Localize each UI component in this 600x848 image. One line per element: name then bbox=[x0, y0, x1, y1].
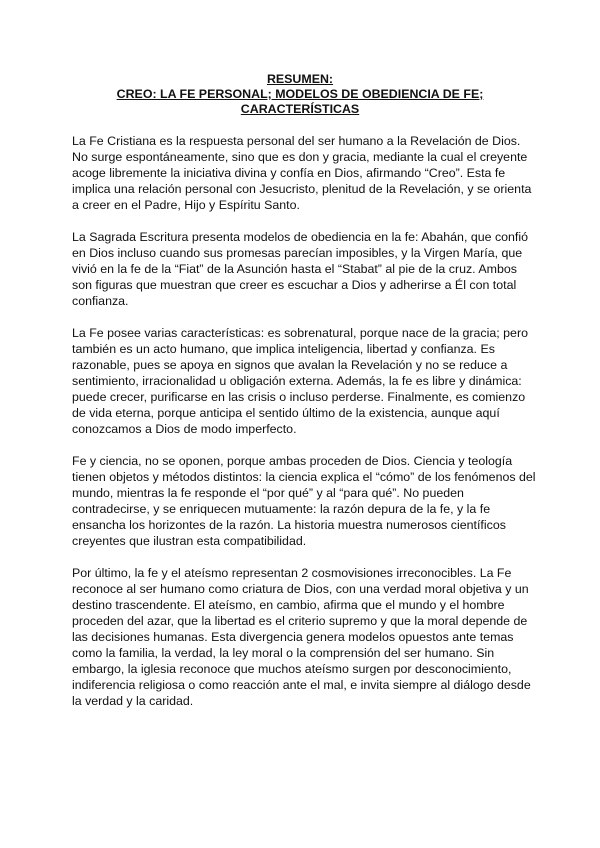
text-line: indiferencia religiosa o como reacción ante el mal, e invita siempre al diálogo desde bbox=[72, 678, 531, 692]
paragraph-modelos-obediencia bbox=[72, 229, 530, 309]
paragraph-fe-y-ciencia bbox=[72, 453, 536, 549]
title-line: RESUMEN: bbox=[266, 72, 334, 86]
text-line: reconoce al ser humano como criatura de Dios, con una verdad moral objetiva y un bbox=[72, 582, 529, 596]
text-line: vivió en la fe de la “Fiat” de la Asunción hasta el “Stabat” al pie de la cruz. Ambos bbox=[72, 262, 517, 276]
text-line: Por último, la fe y el ateísmo representan 2 cosmovisiones irreconocibles. La Fe bbox=[72, 566, 512, 580]
title-line: CARACTERÍSTICAS bbox=[240, 102, 360, 116]
text-line: contradecirse, y se enriquecen mutuamente: la razón depura de la fe, y la fe bbox=[72, 502, 491, 516]
text-line: La Fe posee varias características: es sobrenatural, porque nace de la gracia; pero bbox=[72, 326, 528, 340]
text-line: también es un acto humano, que implica inteligencia, libertad y confianza. Es bbox=[72, 342, 495, 356]
text-line: No surge espontáneamente, sino que es don y gracia, mediante la cual el creyente bbox=[72, 150, 528, 164]
text-line: son figuras que muestran que creer es escuchar a Dios y adherirse a Él con total bbox=[72, 278, 517, 292]
text-line: tienen objetos y métodos distintos: la ciencia explica el “cómo” de los fenómenos del bbox=[72, 470, 536, 484]
text-line: embargo, la iglesia reconoce que muchos ateísmo surgen por desconocimiento, bbox=[72, 662, 512, 676]
text-line: destino trascendente. El ateísmo, en cambio, afirma que el mundo y el hombre bbox=[72, 598, 505, 612]
text-line: proceden del azar, que la libertad es el criterio supremo y que la moral depende de bbox=[72, 614, 528, 628]
text-line: sentimiento, irracionalidad u obligación externa. Además, la fe es libre y dinámica: bbox=[72, 374, 522, 388]
paragraph-caracteristicas bbox=[72, 325, 530, 437]
text-line: la verdad y la caridad. bbox=[72, 694, 194, 708]
text-line: La Sagrada Escritura presenta modelos de obediencia en la fe: Abahán, que confió bbox=[72, 230, 529, 244]
text-line: razonable, pues se apoya en signos que avalan la Revelación y no se reduce a bbox=[72, 358, 508, 372]
text-line: La Fe Cristiana es la respuesta personal del ser humano a la Revelación de Dios. bbox=[72, 134, 521, 148]
text-line: ensancha los horizontes de la razón. La historia muestra numerosos científicos bbox=[72, 518, 506, 532]
text-line: de vida eterna, porque anticipa el sentido último de la existencia, aunque aquí bbox=[72, 406, 500, 420]
text-line: mundo, mientras la fe responde el “por qué” y al “para qué”. No pueden bbox=[72, 486, 464, 500]
text-line: a creer en el Padre, Hijo y Espíritu Santo. bbox=[72, 198, 300, 212]
text-line: confianza. bbox=[72, 294, 129, 308]
text-line: conozcamos a Dios de modo imperfecto. bbox=[72, 422, 297, 436]
document-title bbox=[72, 72, 528, 117]
text-line: acoge libremente la iniciativa divina y confía en Dios, afirmando “Creo”. Esta fe bbox=[72, 166, 506, 180]
text-line: como la familia, la verdad, la ley moral o la comprensión del ser humano. Sin bbox=[72, 646, 495, 660]
text-line: en Dios incluso cuando sus promesas parecían imposibles, y la Virgen María, que bbox=[72, 246, 523, 260]
text-line: puede crecer, purificarse en las crisis o incluso perderse. Finalmente, es comienzo bbox=[72, 390, 526, 404]
text-line: creyentes que ilustran esta compatibilidad. bbox=[72, 534, 307, 548]
text-line: las decisiones humanas. Esta divergencia genera modelos opuestos ante temas bbox=[72, 630, 514, 644]
paragraph-fe-cristiana bbox=[72, 133, 530, 213]
text-line: implica una relación personal con Jesucristo, plenitud de la Revelación, y se orienta bbox=[72, 182, 532, 196]
text-line: Fe y ciencia, no se oponen, porque ambas proceden de Dios. Ciencia y teología bbox=[72, 454, 513, 468]
title-line: CREO: LA FE PERSONAL; MODELOS DE OBEDIENCIA DE FE; bbox=[116, 87, 484, 101]
document-body bbox=[72, 133, 536, 725]
paragraph-fe-y-ateismo bbox=[72, 565, 530, 709]
